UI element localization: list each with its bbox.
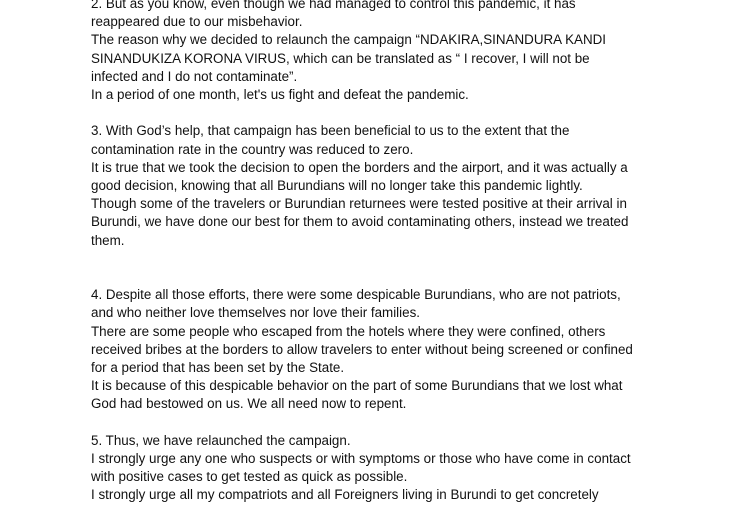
text-line: good decision, knowing that all Burundians will no longer take this pandemic lightly. xyxy=(91,178,583,194)
text-line: them. xyxy=(91,232,125,248)
text-line: received bribes at the borders to allow travelers to enter without being screened or confined xyxy=(91,341,633,357)
document-page xyxy=(91,0,721,505)
text-line: God had bestowed on us. We all need now to repent. xyxy=(91,396,407,412)
paragraph-spacer xyxy=(91,250,721,286)
text-line: SINANDUKIZA KORONA VIRUS, which can be translated as “ I recover, I will not be xyxy=(91,50,590,66)
text-line: with positive cases to get tested as quick as possible. xyxy=(91,469,408,485)
text-line: Burundi, we have done our best for them to avoid contaminating others, instead we treated xyxy=(91,214,629,230)
text-line: infected and I do not contaminate”. xyxy=(91,68,298,84)
paragraph-spacer xyxy=(91,414,721,432)
paragraph-2 xyxy=(91,0,721,104)
paragraph-spacer xyxy=(91,104,721,122)
text-line: and who neither love themselves nor love their families. xyxy=(91,305,420,321)
text-line: 4. Despite all those efforts, there were some despicable Burundians, who are not patriots, xyxy=(91,287,621,303)
text-line: The reason why we decided to relaunch the campaign “NDAKIRA,SINANDURA KANDI xyxy=(91,32,607,48)
text-line: reappeared due to our misbehavior. xyxy=(91,14,303,30)
text-line: 3. With God’s help, that campaign has been beneficial to us to the extent that the xyxy=(91,123,570,139)
text-line: I strongly urge all my compatriots and all Foreigners living in Burundi to get concretely xyxy=(91,487,599,503)
text-line: contamination rate in the country was reduced to zero. xyxy=(91,141,414,157)
text-line: It is because of this despicable behavior on the part of some Burundians that we lost what xyxy=(91,378,623,394)
text-line: 5. Thus, we have relaunched the campaign. xyxy=(91,432,351,448)
text-line: Though some of the travelers or Burundian returnees were tested positive at their arrival in xyxy=(91,196,627,212)
text-line: for a period that has been set by the State. xyxy=(91,360,345,376)
paragraph-5 xyxy=(91,432,721,505)
paragraph-3 xyxy=(91,122,721,249)
text-line: I strongly urge any one who suspects or with symptoms or those who have come in contact xyxy=(91,451,631,467)
text-line: It is true that we took the decision to open the borders and the airport, and it was actually a xyxy=(91,159,628,175)
text-line: 2. But as you know, even though we had managed to control this pandemic, it has xyxy=(91,0,576,11)
text-line: In a period of one month, let's us fight and defeat the pandemic. xyxy=(91,87,469,103)
paragraph-4 xyxy=(91,286,721,413)
text-line: There are some people who escaped from the hotels where they were confined, others xyxy=(91,323,606,339)
